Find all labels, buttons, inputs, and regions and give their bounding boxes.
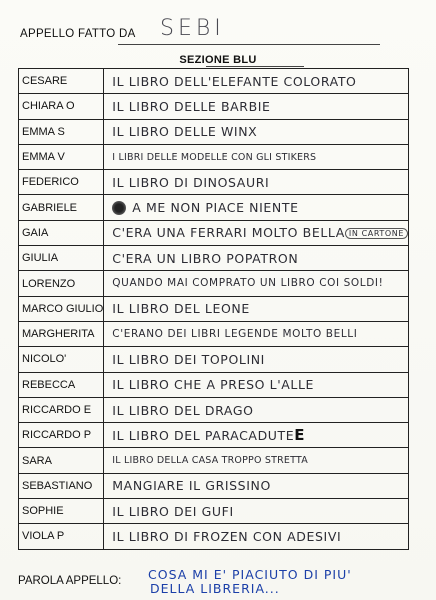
answer-text: IL LIBRO DI DINOSAURI <box>112 174 270 190</box>
table-row <box>19 220 409 245</box>
answer-text: IL LIBRO DI FROZEN CON ADESIVI <box>112 528 342 544</box>
book-answer <box>104 170 409 195</box>
student-name: EMMA S <box>19 119 104 144</box>
student-name: REBECCA <box>19 372 104 397</box>
student-name: EMMA V <box>19 144 104 169</box>
answer-text: A ME NON PIACE NIENTE <box>132 199 299 215</box>
student-name: GABRIELE <box>19 195 104 220</box>
section-title: SEZIONE BLU <box>179 54 257 66</box>
answer-text: IL LIBRO DEL LEONE <box>112 301 250 317</box>
student-name: FEDERICO <box>19 170 104 195</box>
answer-text: C'ERA UNA FERRARI MOLTO BELLA <box>112 225 345 241</box>
student-name: NICOLO' <box>19 347 104 372</box>
book-answer <box>104 347 409 372</box>
attendance-table <box>18 68 409 550</box>
table-row <box>19 195 409 220</box>
header-name: SEBI <box>160 16 225 41</box>
table-row <box>19 119 409 144</box>
student-name: CESARE <box>19 69 104 94</box>
answer-text: QUANDO MAI COMPRATO UN LIBRO COI SOLDI! <box>112 277 384 290</box>
table-row <box>19 69 409 94</box>
book-answer <box>104 220 409 245</box>
student-name: SARA <box>19 448 104 473</box>
student-name: CHIARA O <box>19 94 104 119</box>
footer-answer-line2: DELLA LIBRERIA... <box>150 581 280 596</box>
table-row <box>19 321 409 346</box>
answer-text: IL LIBRO DELL'ELEFANTE COLORATO <box>112 73 357 89</box>
answer-text: MANGIARE IL GRISSINO <box>112 478 271 494</box>
answer-text: IL LIBRO DELLE WINX <box>112 124 258 140</box>
book-answer <box>104 524 409 549</box>
footer-answer <box>148 568 418 596</box>
answer-text: IL LIBRO DEI GUFI <box>112 503 234 519</box>
book-answer <box>104 246 409 271</box>
answer-text: I LIBRI DELLE MODELLE CON GLI STIKERS <box>112 151 317 163</box>
table-row <box>19 144 409 169</box>
answer-text: IL LIBRO DELLA CASA TROPPO STRETTA <box>112 455 308 467</box>
table-row <box>19 499 409 524</box>
footer-label: PAROLA APPELLO: <box>18 575 122 587</box>
footer-answer-line1: COSA MI E' PIACIUTO DI PIU' <box>148 567 352 582</box>
book-answer <box>104 372 409 397</box>
table-row <box>19 473 409 498</box>
book-answer <box>104 69 409 94</box>
book-answer <box>104 144 409 169</box>
student-name: RICCARDO E <box>19 397 104 422</box>
table-row <box>19 524 409 549</box>
table-row <box>19 372 409 397</box>
table-row <box>19 296 409 321</box>
student-name: LORENZO <box>19 271 104 296</box>
answer-text: IL LIBRO CHE A PRESO L'ALLE <box>112 377 315 393</box>
table-row <box>19 246 409 271</box>
book-answer <box>104 195 409 220</box>
answer-text: IL LIBRO DEL PARACADUTE <box>112 428 295 444</box>
book-answer <box>104 296 409 321</box>
scribble-mark <box>112 201 126 215</box>
header-label: APPELLO FATTO DA <box>20 28 136 40</box>
student-name: GIULIA <box>19 246 104 271</box>
book-answer <box>104 94 409 119</box>
student-name: VIOLA P <box>19 524 104 549</box>
table-row <box>19 170 409 195</box>
book-answer <box>104 119 409 144</box>
book-answer <box>104 473 409 498</box>
header-underline <box>118 44 380 45</box>
student-name: SOPHIE <box>19 499 104 524</box>
answer-text: IL LIBRO DELLE BARBIE <box>112 98 271 114</box>
table-row <box>19 397 409 422</box>
answer-text: C'ERANO DEI LIBRI LEGENDE MOLTO BELLI <box>112 327 358 340</box>
table-row <box>19 347 409 372</box>
student-name: MARGHERITA <box>19 321 104 346</box>
book-answer <box>104 321 409 346</box>
answer-text: IL LIBRO DEI TOPOLINI <box>112 351 265 367</box>
student-name: MARCO GIULIO <box>19 296 104 321</box>
answer-text: C'ERA UN LIBRO POPATRON <box>112 250 299 266</box>
book-answer <box>104 423 409 448</box>
book-answer <box>104 397 409 422</box>
section-underline <box>206 66 304 67</box>
table-row <box>19 448 409 473</box>
answer-mark: E <box>294 426 306 445</box>
answer-note: IN CARTONE <box>345 228 408 239</box>
student-name: RICCARDO P <box>19 423 104 448</box>
table-row <box>19 423 409 448</box>
book-answer <box>104 271 409 296</box>
table-row <box>19 271 409 296</box>
student-name: GAIA <box>19 220 104 245</box>
book-answer <box>104 448 409 473</box>
answer-text: IL LIBRO DEL DRAGO <box>112 402 254 418</box>
student-name: SEBASTIANO <box>19 473 104 498</box>
book-answer <box>104 499 409 524</box>
table-row <box>19 94 409 119</box>
